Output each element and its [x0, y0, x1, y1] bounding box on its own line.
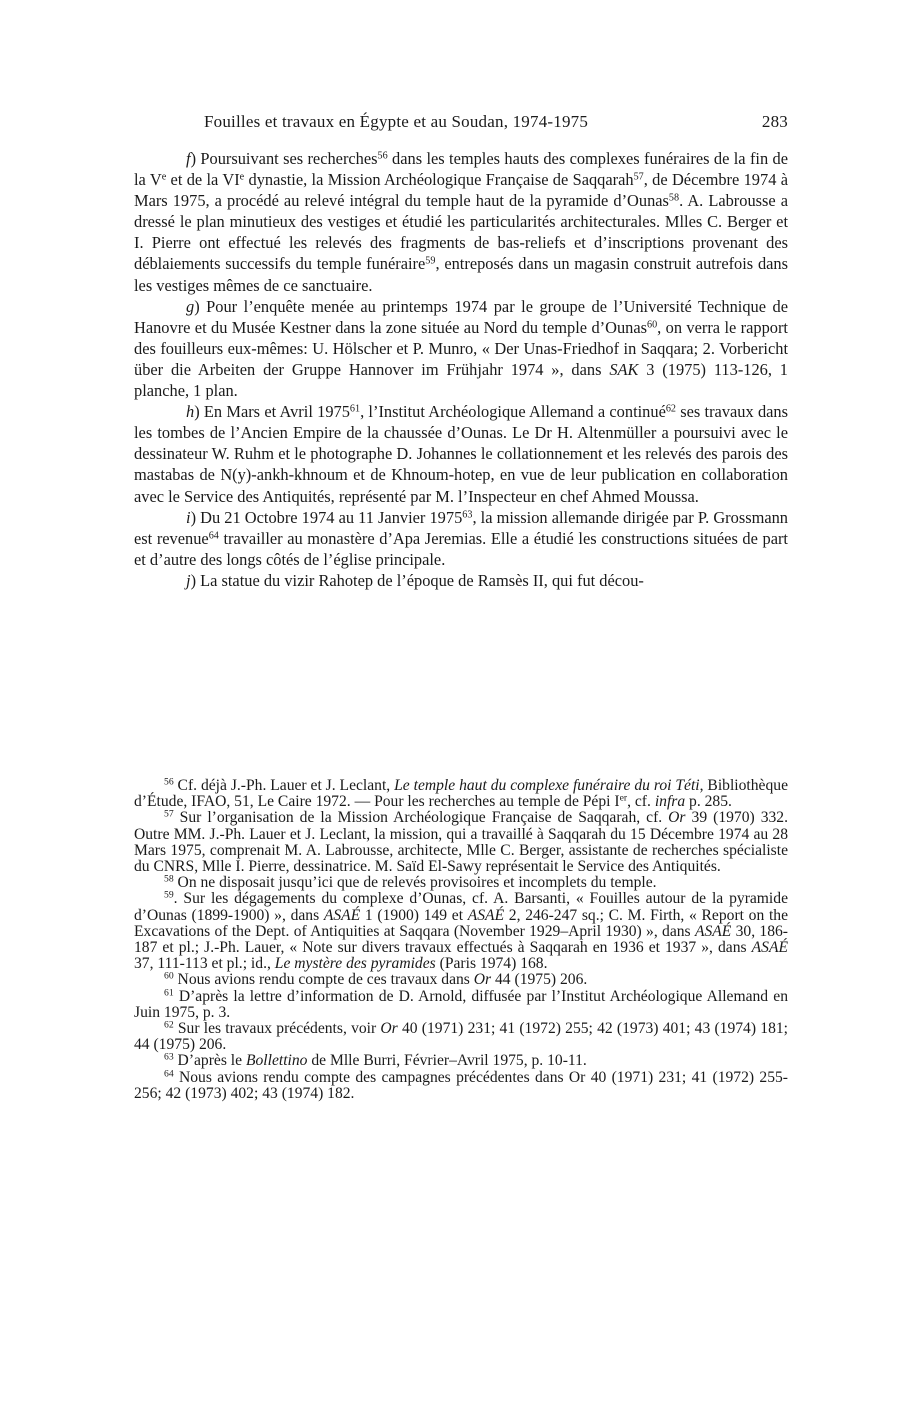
footnotes	[134, 778, 788, 1102]
running-head	[134, 112, 788, 138]
footnote-64: $^{64}$ Nous avions rendu compte des campagnes précédentes dans Or 40 (1971) 231; 41 (1972) 255-256; 42 (1973) 402; 43 (1974) 182.	[134, 1068, 788, 1102]
footnote-61: $^{61}$ D’après la lettre d’information de D. Arnold, diffusée par l’Institut Archéologique Allemand en Juin 1975, p. 3.	[134, 987, 788, 1021]
footnote-62: $^{62}$ Sur les travaux précédents, voir Or 40 (1971) 231; 41 (1972) 255; 42 (1973) 401; 43 (1974) 181; 44 (1975) 206.	[134, 1019, 788, 1054]
paragraph-i: i) Du 21 Octobre 1974 au 11 Janvier 1975$^{63}$, la mission allemande dirigée par P. Grossmann est revenue$^{64}$ travailler au monastère d’Apa Jeremias. Elle a étudié les constructions situées de part et d’autre des longs côtés de l’église principale.	[134, 507, 788, 569]
running-title: Fouilles et travaux en Égypte et au Soudan, 1974-1975	[204, 112, 589, 131]
footnote-ref: 64	[208, 530, 219, 542]
footnote-ref: 63	[462, 509, 473, 521]
paragraph-g: g) Pour l’enquête menée au printemps 1974 par le groupe de l’Université Technique de Hanovre et du Musée Kestner dans la zone située au Nord du temple d’Ounas$^{60}$, on verra le rapport des fouilleurs eux-mêmes: U. Hölscher et P. Munro, « Der Unas-Friedhof in Saqqara; 2. Vorbericht über die Arbeiten der Gruppe Hannover im Frühjahr 1974 », dans SAK 3 (1975) 113-126, 1 planche, 1 plan.	[134, 296, 788, 401]
page-number: 283	[761, 112, 788, 131]
paragraph-f: f) Poursuivant ses recherches$^{56}$ dans les temples hauts des complexes funéraires de la fin de la Ve et de la VIe dynastie, la Mission Archéologique Française de Saqqarah$^{57}$, de Décembre 1974 à Mars 1975, a procédé au relevé intégral du temple haut de la pyramide d’Ounas$^{58}$. A. Labrousse a dressé le plan minutieux des vestiges et étudié les particularités architecturales. Mlles C. Berger et I. Pierre ont effectué les relevés des fragments de bas-reliefs et d’inscriptions provenant des déblaiements successifs du temple funéraire$^{59}$, entreposés dans un magasin construit autrefois dans les vestiges mêmes de ce sanctuaire.	[134, 149, 789, 295]
footnote-ref: 59	[425, 255, 436, 267]
footnote-56: $^{56}$ Cf. déjà J.-Ph. Lauer et J. Leclant, Le temple haut du complexe funéraire du roi Téti, Bibliothèque d’Étude, IFAO, 51, Le Caire 1972. — Pour les recherches au temple de Pépi Ier, cf. infra p. 285.	[134, 776, 788, 811]
footnote-60: $^{60}$ Nous avions rendu compte de ces travaux dans Or 44 (1975) 206.	[164, 971, 588, 989]
footnote-ref: 58	[668, 192, 680, 204]
paragraph-h: h) En Mars et Avril 1975$^{61}$, l’Institut Archéologique Allemand a continué$^{62}$ ses travaux dans les tombes de l’Ancien Empire de la chaussée d’Ounas. Le Dr H. Altenmüller a poursuivi avec le dessinateur W. Ruhm et le photographe D. Johannes le collationnement et les relevés des parois des mastabas de N(y)-ankh-khnoum et de Khnoum-hotep, en vue de leur publication en collaboration avec le Service des Antiquités, représenté par M. l’Inspecteur en chef Ahmed Moussa.	[134, 402, 788, 506]
footnote-59: $^{59}$. Sur les dégagements du complexe d’Ounas, cf. A. Barsanti, « Fouilles autour de la pyramide d’Ounas (1899-1900) », dans ASAÉ 1 (1900) 149 et ASAÉ 2, 246-247 sq.; C. M. Firth, « Report on the Excavations of the Dept. of Antiquities at Saqqara (November 1929–April 1930) », dans ASAÉ 30, 186-187 et pl.; J.-Ph. Lauer, « Note sur divers travaux effectués à Saqqarah en 1936 et 1937 », dans ASAÉ 37, 111-113 et pl.; id., Le mystère des pyramides (Paris 1974) 168.	[134, 890, 789, 973]
footnote-ref: 57	[633, 171, 644, 183]
document-page	[134, 112, 789, 1102]
footnote-57: $^{57}$ Sur l’organisation de la Mission Archéologique Française de Saqqarah, cf. Or 39 (1970) 332. Outre MM. J.-Ph. Lauer et J. Leclant, la mission, qui a travaillé à Saqqarah du 15 Décembre 1974 au 28 Mars 1975, comprenait M. A. Labrousse, architecte, Mlle C. Berger, assistante de recherches spécialiste du CNRS, Mlle I. Pierre, dessinatrice. M. Saïd El-Sawy représentait le Service des Antiquités.	[134, 809, 788, 876]
footnote-ref: 60	[647, 319, 658, 331]
footnote-ref: 61	[349, 403, 361, 415]
footnote-63: $^{63}$ D’après le Bollettino de Mlle Burri, Février–Avril 1975, p. 10-11.	[164, 1052, 587, 1070]
footnote-ref: 62	[665, 403, 676, 415]
footnote-58: $^{58}$ On ne disposait jusqu’ici que de relevés provisoires et incomplets du temple.	[164, 873, 657, 892]
body-text	[134, 148, 788, 591]
footnote-ref: 56	[377, 150, 388, 162]
paragraph-j: j) La statue du vizir Rahotep de l’époque de Ramsès II, qui fut décou-	[186, 570, 644, 590]
